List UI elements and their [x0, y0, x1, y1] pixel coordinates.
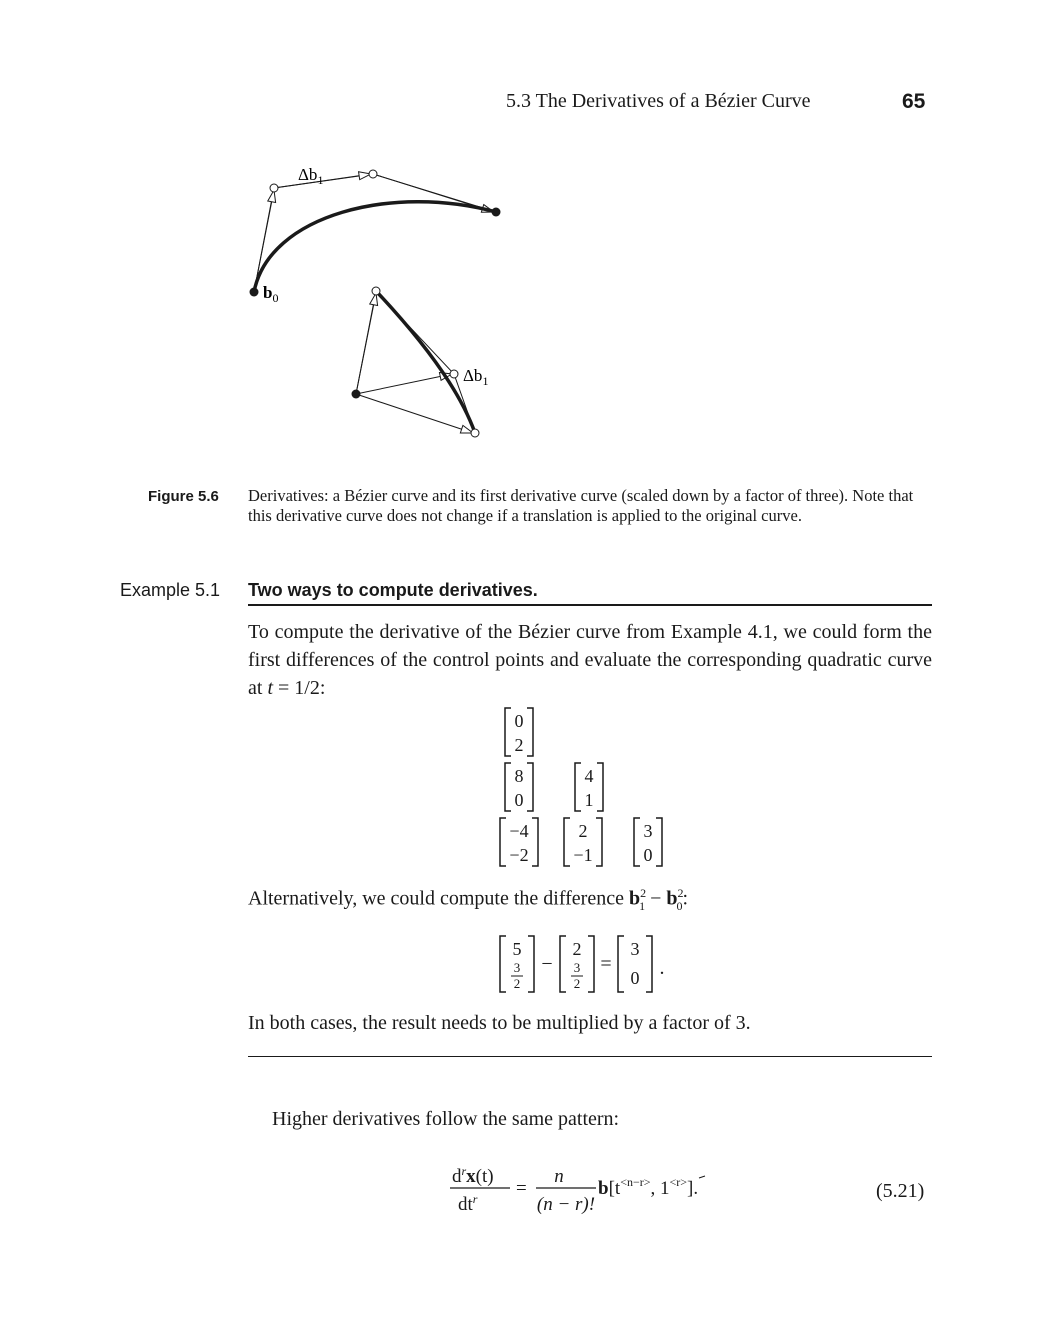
- figure-5-6: [230, 150, 550, 450]
- schema-r3-c3-top: 3: [643, 821, 653, 841]
- diff-res-bottom: 0: [630, 968, 640, 988]
- schema-r2-c2-top: 4: [584, 766, 594, 786]
- eq-lhs-numerator: $d^rx(t)$: [452, 1164, 494, 1187]
- diff-m1-top: 5: [512, 939, 522, 959]
- label-db1-top: $\Delta b_1$: [298, 165, 324, 187]
- diff-m2-num: 3: [573, 960, 581, 975]
- schema-r3-c2-bottom: −1: [573, 845, 593, 865]
- example-bottom-rule: [248, 1056, 932, 1057]
- schema-r1-c1-bottom: 2: [514, 735, 524, 755]
- schema-r3-c1-top: −4: [509, 821, 529, 841]
- example-conclusion: In both cases, the result needs to be multiplied by a factor of 3.: [248, 1012, 751, 1034]
- eq-rhs-denominator: (n − r)!: [536, 1194, 596, 1215]
- example-label: Example 5.1: [120, 580, 221, 600]
- derivative-schema: [490, 706, 710, 876]
- example-title: Two ways to compute derivatives.: [248, 580, 538, 600]
- schema-r3-c2-top: 2: [578, 821, 588, 841]
- label-db1-right: $\Delta b_1$: [463, 366, 489, 388]
- schema-r2-c1-bottom: 0: [514, 790, 524, 810]
- diff-res-top: 3: [630, 939, 640, 959]
- bezier-curve: [254, 202, 496, 292]
- derivative-polygon: [356, 291, 475, 433]
- control-polygon: [254, 174, 496, 292]
- control-point-b2: [369, 170, 377, 178]
- figure-caption: Derivatives: a Bézier curve and its first derivative curve (scaled down by a factor of three). Note that this derivative curve does not change if a translation is applied to the original curve.: [248, 486, 914, 525]
- control-point-b0: [250, 288, 259, 297]
- eq-rhs-numerator: n: [554, 1166, 564, 1187]
- diff-period: .: [659, 957, 665, 979]
- schema-r3-c3-bottom: 0: [643, 845, 653, 865]
- diff-minus: −: [541, 953, 553, 975]
- control-point-b3: [492, 208, 501, 217]
- higher-derivatives-text: Higher derivatives follow the same pattern:: [272, 1108, 620, 1130]
- example-intro: To compute the derivative of the Bézier curve from Example 4.1, we could form the first differences of the control points and evaluate the corresponding quadratic curve at t = 1/2:: [248, 621, 932, 699]
- derivative-curve: [376, 291, 475, 433]
- page-number: 65: [902, 90, 926, 113]
- hodograph-vector-1: [356, 293, 376, 394]
- example-top-rule: [248, 604, 932, 606]
- diff-m1-den: 2: [513, 976, 521, 991]
- eq-equals: =: [516, 1178, 527, 1199]
- equation-number: (5.21): [876, 1180, 925, 1202]
- eq-blossom: $b[t^{<n-r>}$, $1^{<r>}$].: [598, 1175, 699, 1199]
- example-alternative: Alternatively, we could compute the difference $b^2_1 - b^2_0$:: [248, 886, 689, 913]
- equation-5-21: [446, 1158, 766, 1222]
- origin-point: [352, 390, 361, 399]
- schema-r2-c1-top: 8: [514, 766, 524, 786]
- schema-r3-c1-bottom: −2: [509, 845, 529, 865]
- running-head: 5.3 The Derivatives of a Bézier Curve: [506, 90, 811, 112]
- schema-r2-c2-bottom: 1: [584, 790, 594, 810]
- diff-m2-den: 2: [573, 976, 581, 991]
- eq-lhs-denominator: $dt^r$: [458, 1192, 478, 1215]
- schema-r1-c1-top: 0: [514, 711, 524, 731]
- hodograph-vector-3: [356, 394, 473, 433]
- control-point-b1: [270, 184, 278, 192]
- derivative-curve-diagram: [352, 287, 480, 437]
- bezier-curve-diagram: [250, 170, 501, 297]
- diff-m1-num: 3: [513, 960, 521, 975]
- hodograph-vector-2: [356, 374, 452, 394]
- figure-label: Figure 5.6: [148, 488, 219, 505]
- derivative-point-0: [372, 287, 380, 295]
- difference-equation: [490, 934, 720, 996]
- derivative-point-1: [450, 370, 458, 378]
- diff-m2-top: 2: [572, 939, 582, 959]
- label-b0: $b_0$: [263, 283, 279, 305]
- diff-equals: =: [600, 953, 612, 975]
- derivative-point-2: [471, 429, 479, 437]
